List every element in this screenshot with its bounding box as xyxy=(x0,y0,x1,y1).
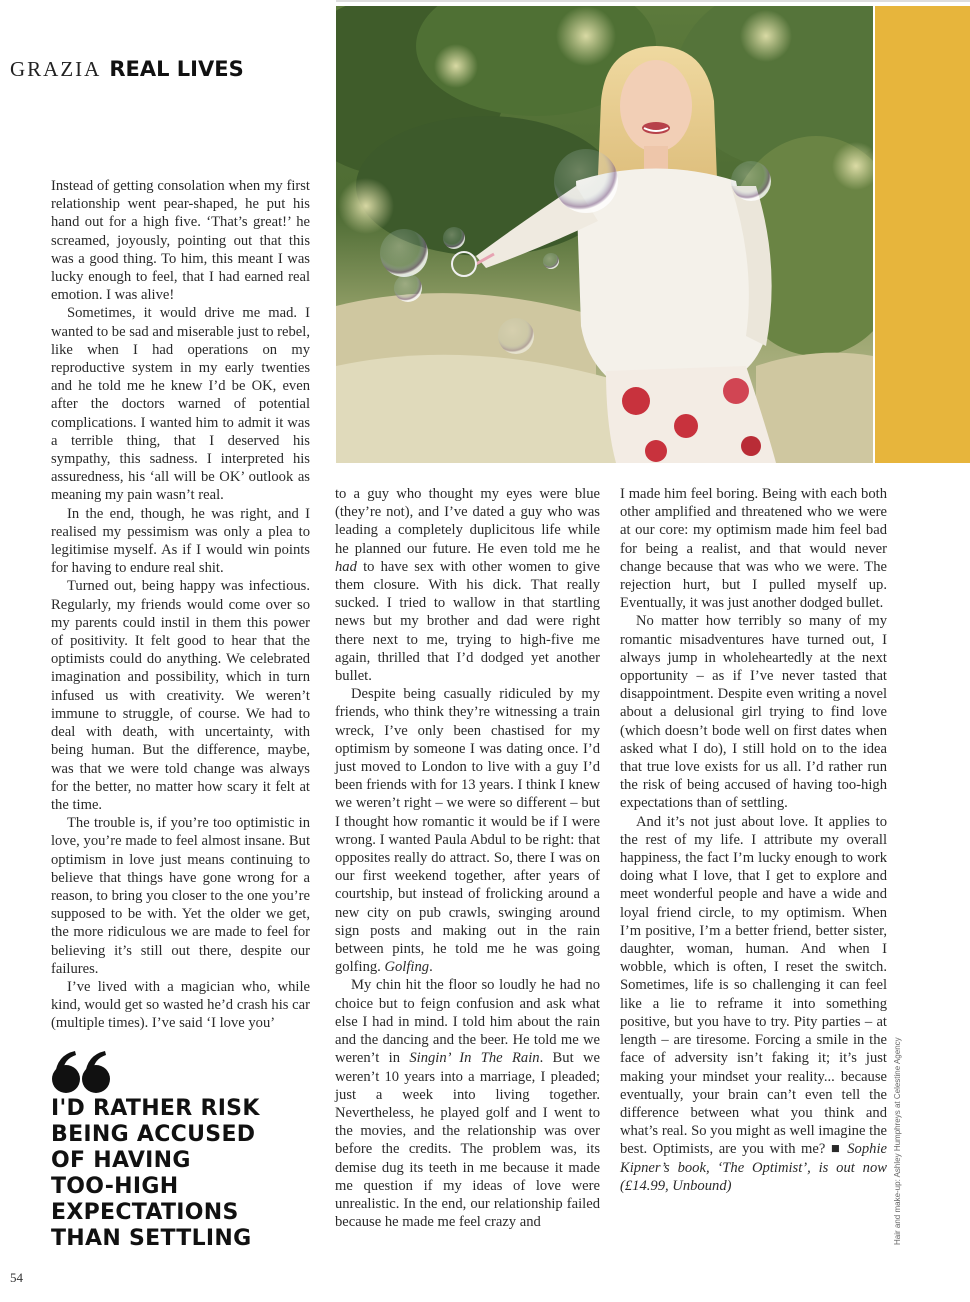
hero-photo xyxy=(336,6,873,463)
text-run: My chin hit the floor so loudly he had no choice but to feign confusion and ask what else I had in mind. I told him about the rain and the dancing and the beer. He told me we weren’t in xyxy=(335,977,600,1067)
pull-quote-line: OF HAVING xyxy=(51,1148,191,1173)
text-run: And it’s not just about love. It applies to the rest of my life. I attribute my overall happiness, the fact I’m lucky enough to work doing what I love, that I get to explore and meet wonderful people and have a wide and loyal friend circle, to my optimism. When I’m positive, I’m a better friend, better sister, daughter, woman, human. And when I wobble, which is often, I reset the switch. Sometimes, life is so challenging it can feel like a lie to reframe it into something positive, but you have to try. Pity parties – at length – are tiresome. Forcing a smile in the face of adversity isn’t faking it; it’s just making your mindset your reality... because eventually, your brain can’t even tell the difference between what you think and what’s real. So you might as well imagine the best. Optimists, are you with me? xyxy=(620,813,887,1158)
book-info: Sophie Kipner’s book, ‘The Optimist’, is out now (£14.99, Unbound) xyxy=(620,1141,887,1194)
paragraph: Turned out, being happy was infectious. Regularly, my friends would come over so my parents could instil in them this power of positivity. It felt good to hear that the optimists could do anything. We celebrated imagination and possibility, which in turn infused us with creativity. We weren’t immune to struggle, of course. We had to deal with death, with uncertainty, with being human. But the difference, maybe, was that we were told change was always for the better, no matter how scary it felt at the time. xyxy=(51,578,310,813)
paragraph: No matter how terribly so many of my romantic misadventures have turned out, I always jump in wholeheartedly at the next opportunity – as if I’ve never tasted that disappointment. Despite even writing a novel about a delusional girl trying to find love (which doesn’t bode well on first dates when asked what I do), I still hold on to the idea that true love exists for us all. I’d rather run the risk of being accused of having too-high expectations than of settling. xyxy=(620,613,887,812)
paragraph: I’ve lived with a magician who, while kind, would get so wasted he’d crash his car (multiple times). I’ve said ‘I love you’ xyxy=(51,978,310,1032)
article-column-3 xyxy=(620,485,887,1195)
accent-bar xyxy=(875,6,970,463)
paragraph: In the end, though, he was right, and I realised my pessimism was only a plea to legitimise myself. As if I would win points for having to endure real shit. xyxy=(51,505,310,577)
article-column-2 xyxy=(335,485,600,1231)
top-rule xyxy=(336,0,970,2)
article-column-1 xyxy=(51,177,310,1033)
emphasis: had xyxy=(335,558,357,575)
paragraph xyxy=(335,976,600,1231)
text-run: Despite being casually ridiculed by my friends, who think they’re witnessing a train wreck, I’ve only been chastised for my optimism by someone I was dating once. I’d just moved to London to live with a guy I’d been friends with for 13 years. I think I knew we weren’t right – we were so different – but I thought how romantic it would be if I were wrong. I wanted Paula Abdul to be right: that opposites really do attract. So, there I was on our first weekend together, after years of courtship, but instead of frolicking around a new city on pub crawls, swinging around sign posts and making out in the rain between pints, he told me he was going golfing. xyxy=(335,686,600,976)
end-mark: ■ xyxy=(825,1141,848,1158)
section-title: REAL LIVES xyxy=(109,57,244,81)
text-run: to have sex with other women to give them closure. With his dick. That really sucked. I tried to wallow in that startling news but my brother and dad were right there next to me, trying to high-five me again, thrilled that I’d dodged yet another bullet. xyxy=(335,558,600,685)
paragraph: The trouble is, if you’re too optimistic in love, you’re made to feel almost insane. But optimism in love just means continuing to believe that things have gone wrong for a reason, to bring you closer to the one you’re supposed to be with. Yet the older we get, the more ridiculous we are made to feel for believing it’s still out there, despite our failures. xyxy=(51,815,310,977)
paragraph: I made him feel boring. Being with each both other amplified and threatened who we were at our core: my optimism made him feel bad for being a realist, and that would never change because that was who we were. The rejection hurt, but I pulled myself up. Eventually, it was just another dodged bullet. xyxy=(620,486,887,612)
film-title: Singin’ In The Rain xyxy=(409,1050,540,1067)
paragraph xyxy=(335,685,600,976)
paragraph xyxy=(620,813,887,1195)
page-header xyxy=(10,57,244,82)
pull-quote-line: THAN SETTLING xyxy=(51,1226,252,1251)
text-run: . But we weren’t 10 years into a marriage, I pleaded; just a week into living together. Nevertheless, he played golf and I went to the movies, and the relationship was over before the credits. The problem was, its demise dug its teeth in me because it made me question if my ideas of love were unrealistic. In the end, our relationship failed because he made me feel crazy and xyxy=(335,1050,601,1231)
paragraph xyxy=(335,485,600,685)
pull-quote xyxy=(51,1096,321,1252)
pull-quote-line: EXPECTATIONS xyxy=(51,1200,239,1225)
text-run: to a guy who thought my eyes were blue (they’re not), and I’ve dated a guy who was leading a completely duplicitous life while he planned our future. He even told me he xyxy=(335,486,600,557)
pull-quote-line: TOO-HIGH xyxy=(51,1174,179,1199)
paragraph: Sometimes, it would drive me mad. I wanted to be sad and miserable just to rebel, like when I had operations on my reproductive system in my early twenties and he told me he knew I’d be OK, even after the doctors warned of potential complications. I wanted him to admit it was a terrible thing, that I deserved his sympathy, this sadness. I interpreted his assuredness, his ‘all will be OK’ outlook as meaning my pain wasn’t real. xyxy=(51,305,310,504)
brand-logo: GRAZIA xyxy=(10,57,102,81)
paragraph: Instead of getting consolation when my first relationship went pear-shaped, he put his hand out for a high five. ‘That’s great!’ he screamed, joyously, pointing out that this was a good thing. To him, this meant I was lucky enough to feel, that I had earned real emotion. I was alive! xyxy=(51,178,310,304)
text-run: . xyxy=(429,959,433,976)
photo-credit: Hair and make-up: Ashley Humphreys at Celestine Agency xyxy=(893,1037,902,1245)
quote-marks-icon xyxy=(51,1049,113,1095)
emphasis: Golfing xyxy=(384,959,430,976)
page-number: 54 xyxy=(10,1270,23,1285)
pull-quote-line: BEING ACCUSED xyxy=(51,1122,256,1147)
pull-quote-line: I'D RATHER RISK xyxy=(51,1096,260,1121)
